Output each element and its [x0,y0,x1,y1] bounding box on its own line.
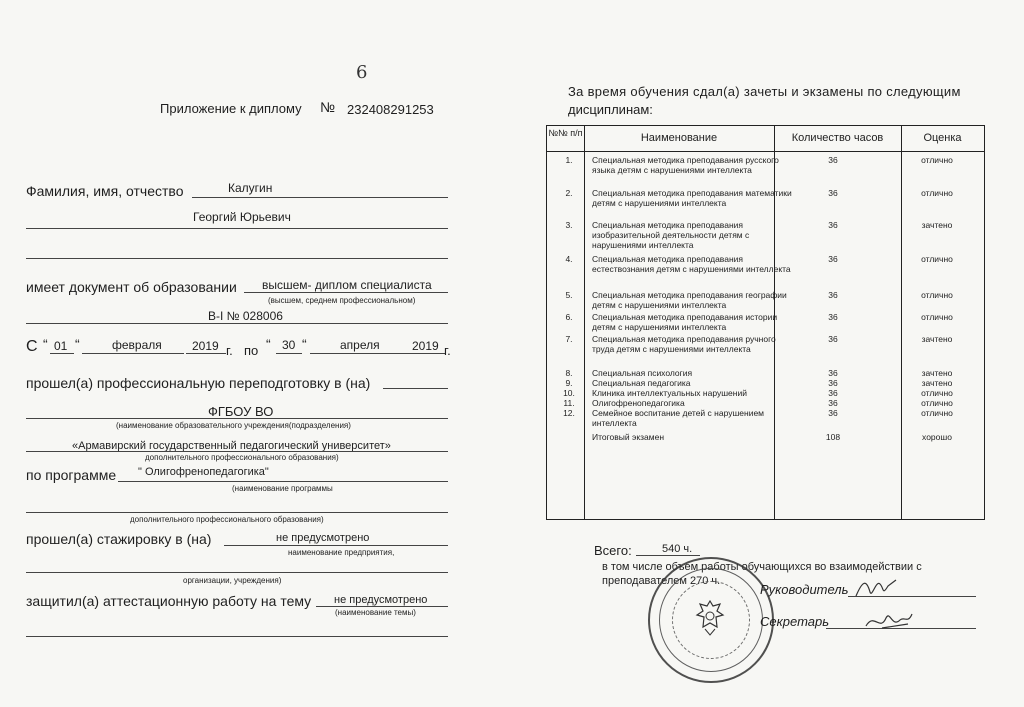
row-number: 4. [565,254,573,264]
surname-value: Калугин [228,181,273,195]
row-discipline: Специальная методика преподавания русского языка детям с нарушениями интеллекта [592,155,779,175]
row-number: 12. [563,408,575,418]
year-end: 2019 [412,339,439,353]
year-start-suffix: г. [226,343,233,358]
row-number: 9. [565,378,573,388]
row-discipline: Специальная педагогика [592,378,691,388]
date-to-label: по [244,343,259,358]
edu-doc-label: имеет документ об образовании [26,279,237,295]
row-grade: отлично [921,408,953,418]
program-value: " Олигофренопедагогика" [138,466,269,478]
internship-hint: наименование предприятия, [288,548,395,557]
header-name: Наименование [584,126,774,152]
name-value: Георгий Юрьевич [193,210,291,224]
subjects-table [546,125,985,520]
total-label: Всего: [594,543,632,558]
contact-hours-line-1: в том числе объем работы обучающихся во взаимодействии с [602,561,922,573]
row-discipline: Специальная методика преподавания географии детям с нарушениями интеллекта [592,290,787,310]
row-grade: отлично [921,388,953,398]
diploma-number: 232408291253 [347,102,434,117]
row-number: 3. [565,220,573,230]
retrain-label: прошел(а) профессиональную переподготовку в (на) [26,375,371,391]
row-discipline: Семейное воспитание детей с нарушением интеллекта [592,408,765,428]
row-number: 10. [563,388,575,398]
row-number: 5. [565,290,573,300]
row-grade: отлично [921,254,953,264]
head-signature-icon [852,574,902,602]
row-discipline: Специальная методика преподавания естествознания детям с нарушениями интеллекта [592,254,791,274]
row-grade: зачтено [921,368,953,378]
row-discipline: Специальная методика преподавания математики детям с нарушениями интеллекта [592,188,792,208]
subjects-heading-2: дисциплинам: [568,102,653,117]
row-discipline: Клиника интеллектуальных нарушений [592,388,747,398]
header-grade: Оценка [901,126,984,152]
row-grade: отлично [921,188,953,198]
org-value: ФГБОУ ВО [208,404,274,419]
row-grade: хорошо [922,432,952,442]
row-discipline: Итоговый экзамен [592,432,665,442]
day-end: 30 [282,338,296,352]
row-hours: 36 [828,378,838,388]
appendix-title: Приложение к диплому [160,101,302,116]
month-start: февраля [112,338,162,352]
row-grade: зачтено [921,220,953,230]
internship-hint-2: организации, учреждения) [183,576,282,585]
total-value: 540 ч. [662,543,693,555]
row-discipline: Специальная методика преподавания ручного труда детям с нарушениями интеллекта [592,334,776,354]
row-hours: 36 [828,312,838,322]
row-hours: 36 [828,398,838,408]
row-number: 2. [565,188,573,198]
row-grade: отлично [921,312,953,322]
contact-hours-line-2: преподавателем 270 ч. [602,575,721,587]
page-number-mark: 6 [356,62,368,83]
program-hint: (наименование программы [232,484,333,493]
row-grade: отлично [921,290,953,300]
header-hours: Количество часов [774,126,901,152]
row-number: 8. [565,368,573,378]
program-hint-2: дополнительного профессионального образования) [130,515,324,524]
internship-value: не предусмотрено [276,532,370,544]
doc-number: В-I № 028006 [208,309,283,323]
row-number: 1. [565,155,573,165]
row-hours: 36 [828,155,838,165]
header-number: №№ п/п [547,126,584,152]
row-hours: 36 [828,254,838,264]
row-hours: 36 [828,220,838,230]
university-name: «Армавирский государственный педагогический университет» [72,440,391,452]
row-discipline: Специальная психология [592,368,693,378]
row-hours: 36 [828,368,838,378]
row-grade: зачтено [921,378,953,388]
day-start: 01 [54,339,68,353]
row-discipline: Олигофренопедагогика [592,398,685,408]
row-grade: отлично [921,155,953,165]
head-signature-label: Руководитель [760,582,849,597]
thesis-hint: (наименование темы) [335,608,416,617]
month-end: апреля [340,338,380,352]
eagle-emblem-icon [693,597,727,637]
secretary-signature-icon [862,606,916,636]
year-start: 2019 [192,339,219,353]
thesis-value: не предусмотрено [334,594,428,606]
org-hint: (наименование образовательного учреждения(подразделения) [116,421,351,430]
row-number: 6. [565,312,573,322]
row-grade: отлично [921,398,953,408]
row-hours: 36 [828,408,838,418]
date-from-label: С [26,338,38,355]
row-hours: 36 [828,388,838,398]
university-hint: дополнительного профессионального образования) [145,453,339,462]
row-hours: 36 [828,334,838,344]
thesis-label: защитил(а) аттестационную работу на тему [26,593,312,609]
program-label: по программе [26,467,117,483]
subjects-heading: За время обучения сдал(а) зачеты и экзамены по следующим [568,84,961,99]
row-discipline: Специальная методика преподавания изобразительной деятельности детям с нарушениями интеллекта [592,220,750,250]
row-number: 7. [565,334,573,344]
row-hours: 36 [828,188,838,198]
fio-label: Фамилия, имя, отчество [26,183,184,199]
internship-label: прошел(а) стажировку в (на) [26,531,212,547]
row-discipline: Специальная методика преподавания истории детям с нарушениями интеллекта [592,312,778,332]
row-hours: 108 [825,432,841,442]
edu-doc-value: высшем- диплом специалиста [262,278,432,292]
edu-doc-hint: (высшем, среднем профессиональном) [268,296,416,305]
year-end-suffix: г. [444,343,451,358]
row-number: 11. [563,398,575,408]
secretary-signature-label: Секретарь [760,614,830,629]
row-grade: зачтено [921,334,953,344]
row-hours: 36 [828,290,838,300]
number-sign: № [320,99,336,115]
